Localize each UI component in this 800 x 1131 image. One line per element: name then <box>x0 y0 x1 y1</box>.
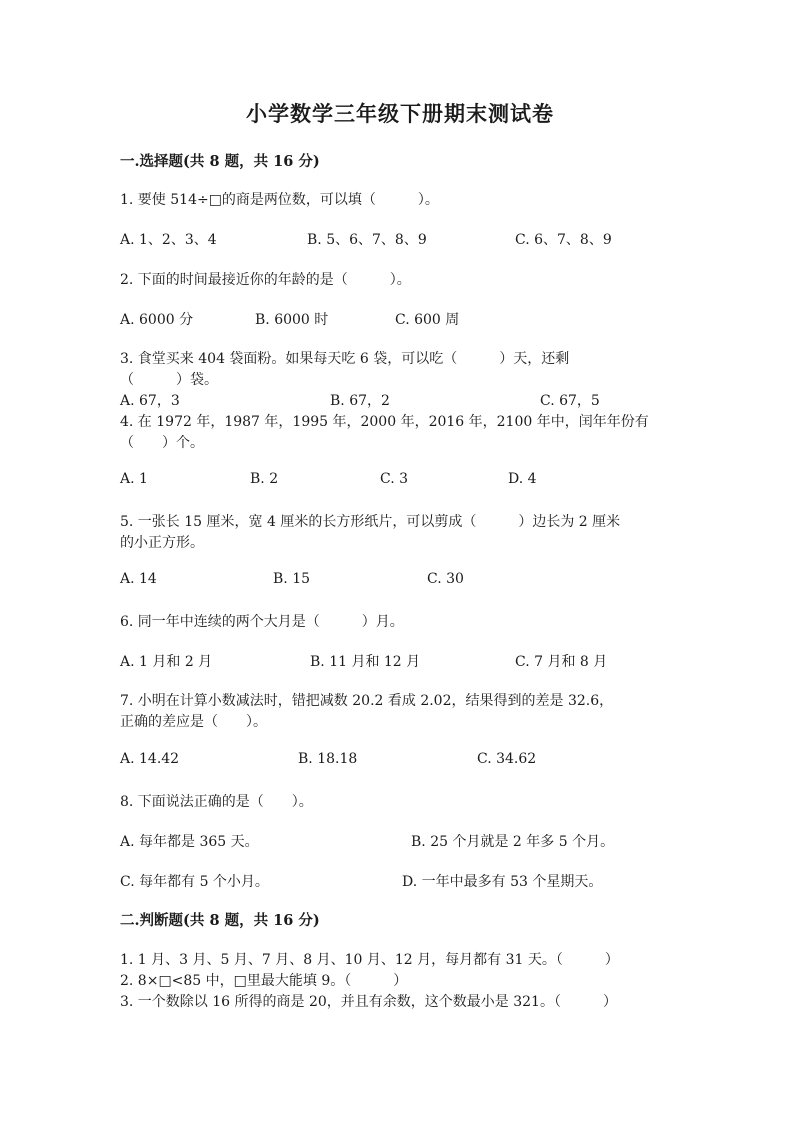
judgement-item-3: 3. 一个数除以 16 所得的商是 20，并且有余数，这个数最小是 321。（ ） <box>120 994 617 1010</box>
section-heading-judgement: 二.判断题(共 8 题，共 16 分) <box>120 912 320 929</box>
question-7-option-a: A. 14.42 <box>120 751 180 767</box>
question-1-option-a: A. 1、2、3、4 <box>120 232 217 248</box>
question-8-text: 8. 下面说法正确的是（ ）。 <box>120 794 313 810</box>
question-7-option-c: C. 34.62 <box>477 751 537 767</box>
question-5-text-line-2: 的小正方形。 <box>120 535 204 551</box>
question-7-option-b: B. 18.18 <box>298 751 358 767</box>
question-6-option-a: A. 1 月和 2 月 <box>120 654 213 670</box>
judgement-item-1: 1. 1 月、3 月、5 月、7 月、8 月、10 月、12 月，每月都有 31 天。（ ） <box>120 952 619 968</box>
question-4-text-line-1: 4. 在 1972 年，1987 年，1995 年，2000 年，2016 年，2100 年中，闰年年份有 <box>120 414 649 430</box>
question-5-option-a: A. 14 <box>120 571 157 587</box>
question-8-option-a: A. 每年都是 365 天。 <box>120 834 259 850</box>
question-2-option-b: B. 6000 时 <box>255 312 329 328</box>
section-heading-choice: 一.选择题(共 8 题，共 16 分) <box>120 153 320 170</box>
question-4-option-b: B. 2 <box>250 471 279 487</box>
question-1-option-b: B. 5、6、7、8、9 <box>307 232 427 248</box>
question-4-option-c: C. 3 <box>380 471 409 487</box>
question-4-option-a: A. 1 <box>120 471 148 487</box>
question-2-option-a: A. 6000 分 <box>120 312 194 328</box>
page-title: 小学数学三年级下册期末测试卷 <box>246 101 554 126</box>
question-7-text-line-2: 正确的差应是（ ）。 <box>120 714 267 730</box>
question-5-option-b: B. 15 <box>273 571 311 587</box>
question-2-option-c: C. 600 周 <box>395 312 460 328</box>
question-6-option-b: B. 11 月和 12 月 <box>310 654 421 670</box>
question-4-text-line-2: （ ）个。 <box>120 435 204 451</box>
question-3-text-line-2: （ ）袋。 <box>120 372 218 388</box>
question-5-text-line-1: 5. 一张长 15 厘米，宽 4 厘米的长方形纸片，可以剪成（ ）边长为 2 厘米 <box>120 514 621 530</box>
question-1-option-c: C. 6、7、8、9 <box>515 232 612 248</box>
question-7-text-line-1: 7. 小明在计算小数减法时，错把减数 20.2 看成 2.02，结果得到的差是 32.6， <box>120 693 614 709</box>
question-8-option-d: D. 一年中最多有 53 个星期天。 <box>402 874 603 890</box>
judgement-item-2: 2. 8×□<85 中，□里最大能填 9。（ ） <box>120 973 408 989</box>
question-1-text: 1. 要使 514÷□的商是两位数，可以填（ ）。 <box>120 192 439 208</box>
question-6-text: 6. 同一年中连续的两个大月是（ ）月。 <box>120 614 404 630</box>
question-5-option-c: C. 30 <box>427 571 464 587</box>
question-8-option-c: C. 每年都有 5 个小月。 <box>120 874 269 890</box>
question-6-option-c: C. 7 月和 8 月 <box>515 654 608 670</box>
question-2-text: 2. 下面的时间最接近你的年龄的是（ ）。 <box>120 272 411 288</box>
question-3-option-c: C. 67，5 <box>540 393 600 409</box>
question-3-option-a: A. 67，3 <box>120 393 180 409</box>
question-3-option-b: B. 67，2 <box>330 393 390 409</box>
question-4-option-d: D. 4 <box>508 471 537 487</box>
question-8-option-b: B. 25 个月就是 2 年多 5 个月。 <box>411 834 615 850</box>
question-3-text-line-1: 3. 食堂买来 404 袋面粉。如果每天吃 6 袋，可以吃（ ）天，还剩 <box>120 351 570 367</box>
